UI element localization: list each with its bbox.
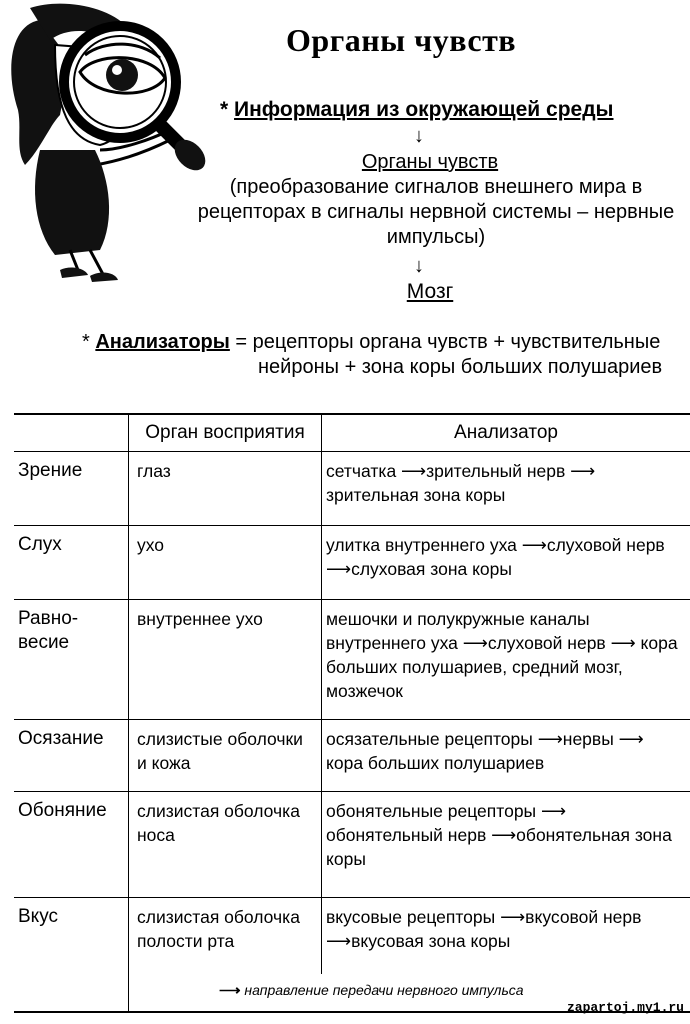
info-line: [220, 98, 614, 122]
organs-block: [160, 150, 690, 250]
sense-cell: Вкус: [18, 906, 58, 927]
organ-cell: глаз: [129, 452, 322, 526]
table-header-analyzer: Анализатор: [322, 414, 690, 452]
analyzers-line1: = рецепторы органа чувств + чувствительные: [235, 331, 661, 353]
table-row: [14, 452, 690, 526]
table-header-organ: Орган восприятия: [129, 414, 322, 452]
sense-cell: [14, 600, 129, 720]
sense-cell: Осязание: [14, 720, 129, 792]
organ-cell: внутреннее ухо: [129, 600, 322, 720]
organ-cell: слизистая оболочка носа: [129, 792, 322, 898]
table-row: [14, 792, 690, 898]
right-arrow-icon: ⟶: [219, 981, 241, 999]
table-row: [14, 600, 690, 720]
analyzer-cell: вкусовые рецепторы ⟶вкусовой нерв ⟶вкусовая зона коры: [322, 898, 690, 974]
arrow-down-icon: ↓: [414, 255, 424, 277]
brain-label: Мозг: [406, 280, 454, 303]
table-row: [14, 720, 690, 792]
organ-cell: слизистая оболочка полости рта: [129, 898, 322, 974]
table-header-row: [14, 414, 690, 452]
sense-cell: Зрение: [14, 452, 129, 526]
analyzer-cell: обонятельные рецепторы ⟶ обонятельный нерв ⟶обонятельная зона коры: [322, 792, 690, 898]
sense-cell: Слух: [14, 526, 129, 600]
sense-cell: Обоняние: [14, 792, 129, 898]
arrow-down-icon: ↓: [414, 125, 424, 147]
analyzer-cell: улитка внутреннего уха ⟶слуховой нерв ⟶слуховая зона коры: [322, 526, 690, 600]
organs-heading: Органы чувств: [361, 151, 499, 173]
analyzer-cell: осязательные рецепторы ⟶нервы ⟶ кора больших полушариев: [322, 720, 690, 792]
organs-description: (преобразование сигналов внешнего мира в рецепторах в сигналы нервной системы – нервные импульсы): [197, 176, 675, 248]
table-row: [14, 898, 690, 974]
page-title: Органы чувств: [286, 22, 517, 58]
analyzers-definition: [82, 330, 662, 380]
analyzer-cell: мешочки и полукружные каналы внутреннего уха ⟶слуховой нерв ⟶ кора больших полушариев, средний мозг, мозжечок: [322, 600, 690, 720]
sense-label: Равно-весие: [18, 608, 79, 653]
site-watermark: zapartoj.my1.ru: [566, 1000, 684, 1015]
organ-cell: слизистые оболочки и кожа: [129, 720, 322, 792]
organ-cell: ухо: [129, 526, 322, 600]
table-row: [14, 526, 690, 600]
info-bullet: *: [220, 98, 229, 121]
info-text: Информация из окружающей среды: [234, 98, 614, 121]
table-header-empty: [14, 414, 129, 452]
analyzers-line2: нейроны + зона коры больших полушариев: [258, 356, 663, 378]
analyzers-term: Анализаторы: [95, 331, 230, 353]
legend-spacer: [14, 974, 129, 1012]
legend-text: направление передачи нервного импульса: [244, 981, 524, 998]
analyzer-cell: сетчатка ⟶зрительный нерв ⟶ зрительная зона коры: [322, 452, 690, 526]
senses-table: [14, 413, 690, 1013]
analyzers-bullet: *: [82, 331, 90, 353]
